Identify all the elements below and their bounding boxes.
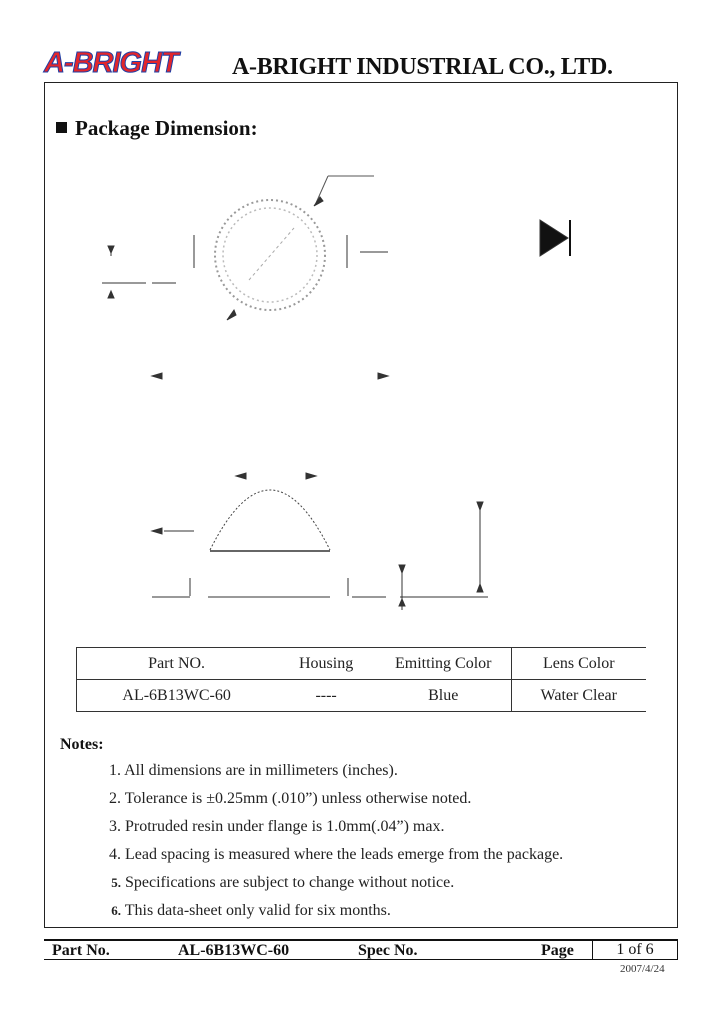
page-number: 1 of 6 [592, 939, 678, 960]
company-name: A-BRIGHT INDUSTRIAL CO., LTD. [232, 54, 613, 80]
arrow-icon [236, 473, 246, 479]
notes-list [94, 760, 563, 928]
arrow-icon [108, 246, 114, 253]
arrow-icon [314, 197, 323, 206]
table-header-row [77, 648, 647, 680]
square-bullet-icon [56, 122, 67, 133]
center-mark [249, 228, 294, 280]
footer-bar [44, 939, 678, 960]
arrow-icon [306, 473, 316, 479]
page-label: Page [541, 942, 574, 959]
column-header: Lens Color [511, 648, 646, 680]
package-drawing [44, 140, 664, 610]
arrow-icon [108, 291, 114, 298]
list-item: 4. Lead spacing is measured where the leads emerge from the package. [109, 846, 564, 863]
table-cell: AL-6B13WC-60 [77, 680, 277, 712]
table-cell: ---- [276, 680, 376, 712]
diode-symbol-icon [540, 220, 568, 256]
arrow-icon [477, 502, 483, 510]
table-cell: Blue [376, 680, 511, 712]
table-row [77, 680, 647, 712]
part-no-label: Part No. [52, 942, 110, 959]
arrow-icon [378, 373, 388, 379]
notes-title: Notes: [60, 736, 104, 753]
company-logo: A-BRIGHT [44, 47, 178, 79]
section-title: Package Dimension: [56, 114, 258, 142]
list-item: 6. This data-sheet only valid for six months. [111, 902, 391, 919]
document-date: 2007/4/24 [620, 963, 665, 975]
list-item: 5. Specifications are subject to change without notice. [111, 874, 455, 891]
arrow-icon [152, 373, 162, 379]
arrow-icon [227, 310, 236, 320]
list-item: 1. All dimensions are in millimeters (inches). [109, 762, 398, 779]
column-header: Emitting Color [376, 648, 511, 680]
column-header: Housing [276, 648, 376, 680]
arrow-icon [477, 584, 483, 592]
arrow-icon [152, 528, 162, 534]
table-cell: Water Clear [511, 680, 646, 712]
column-header: Part NO. [77, 648, 277, 680]
list-item: 2. Tolerance is ±0.25mm (.010”) unless otherwise noted. [109, 790, 472, 807]
parts-table [76, 647, 646, 712]
arrow-icon [399, 599, 405, 606]
part-no-value: AL-6B13WC-60 [178, 942, 290, 959]
list-item: 3. Protruded resin under flange is 1.0mm(.04”) max. [109, 818, 445, 835]
arrow-icon [399, 565, 405, 573]
spec-no-label: Spec No. [358, 942, 418, 959]
